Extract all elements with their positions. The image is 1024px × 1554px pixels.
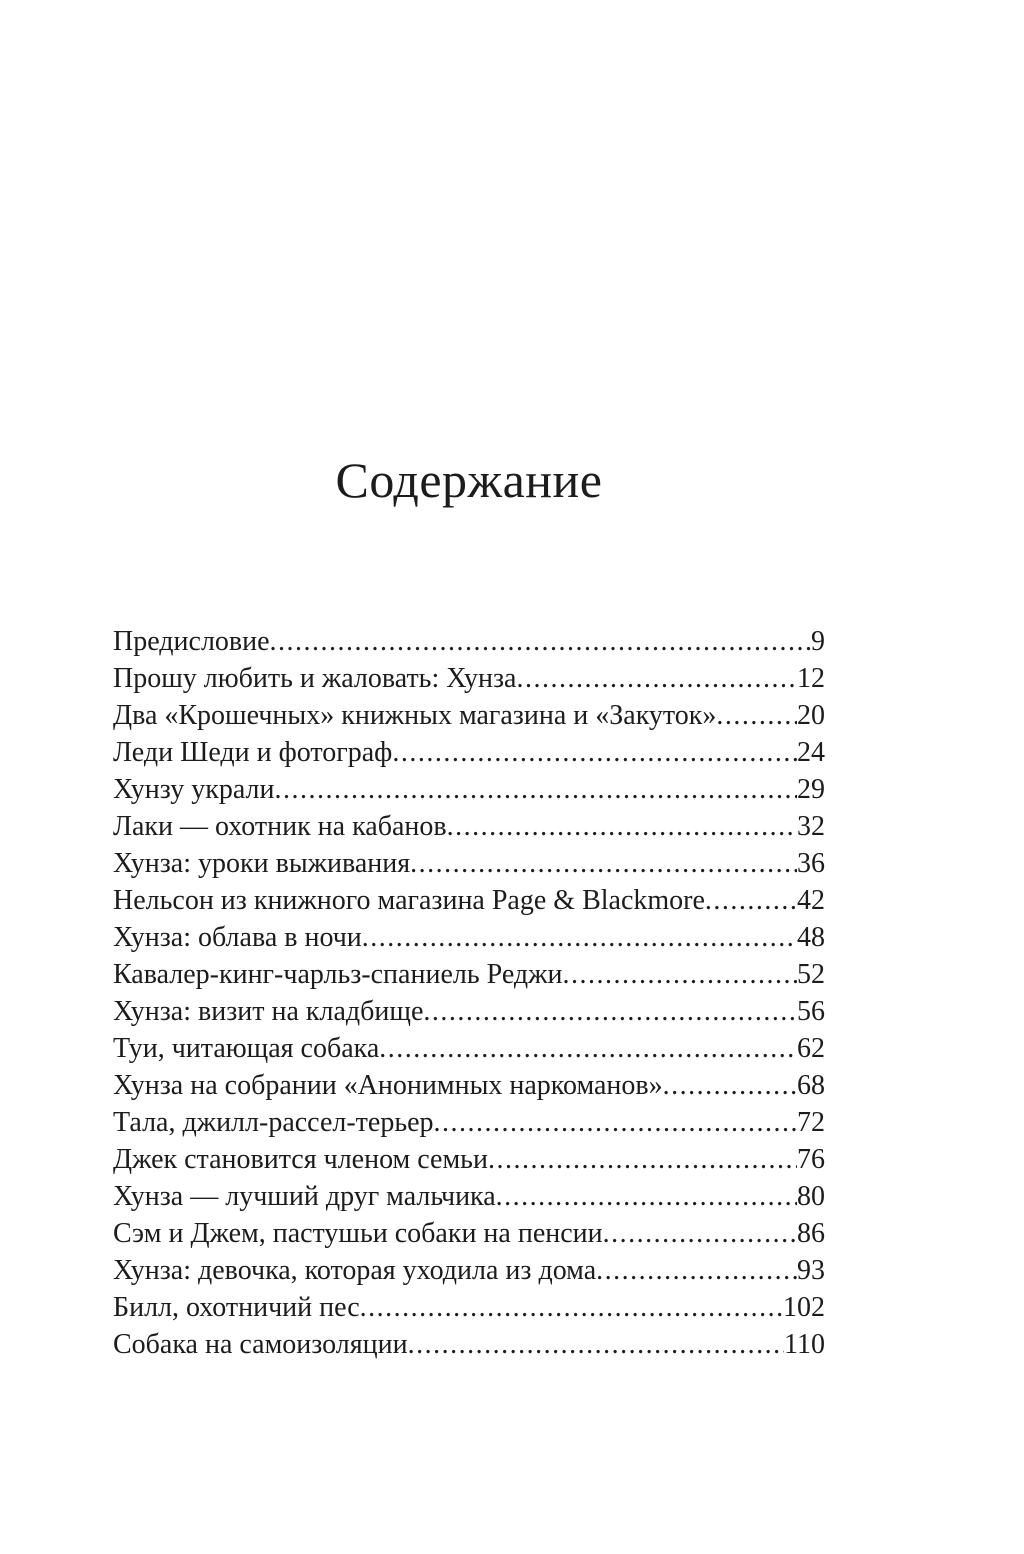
- toc-entry-title: Два «Крошечных» книжных магазина и «Закуток»: [113, 700, 717, 731]
- toc-entry-page: 36: [797, 848, 825, 879]
- toc-entry-title: Хунза: облава в ночи: [113, 922, 362, 953]
- toc-entry-title: Хунзу украли: [113, 774, 275, 805]
- toc-entry: [113, 734, 825, 771]
- toc-entry: [113, 1215, 825, 1252]
- toc-entry-page: 86: [797, 1218, 825, 1249]
- toc-leader-dots: [379, 1030, 797, 1067]
- toc-entry-page: 110: [784, 1329, 825, 1360]
- toc-entry: [113, 771, 825, 808]
- toc-entry-page: 93: [797, 1255, 825, 1286]
- toc-entry-title: Предисловие: [113, 626, 270, 657]
- toc-entry: [113, 697, 825, 734]
- page-title: Содержание: [335, 452, 603, 508]
- toc-entry-title: Нельсон из книжного магазина Page & Blackmore: [113, 885, 705, 916]
- toc-entry-title: Хунза: уроки выживания: [113, 848, 411, 879]
- toc-entry-page: 32: [797, 811, 825, 842]
- toc-entry-page: 68: [797, 1070, 825, 1101]
- toc-leader-dots: [705, 882, 797, 919]
- toc-entry-title: Хунза: визит на кладбище: [113, 996, 424, 1027]
- toc-entry-title: Леди Шеди и фотограф: [113, 737, 393, 768]
- toc-entry: [113, 1030, 825, 1067]
- toc-entry-page: 9: [811, 626, 825, 657]
- toc-entry-title: Тала, джилл-рассел-терьер: [113, 1107, 434, 1138]
- toc-entry: [113, 919, 825, 956]
- toc-entry-title: Билл, охотничий пес: [113, 1292, 360, 1323]
- toc-leader-dots: [360, 1289, 783, 1326]
- toc-content: [113, 452, 825, 1363]
- toc-entry-page: 48: [797, 922, 825, 953]
- table-of-contents: [113, 623, 825, 1363]
- toc-leader-dots: [274, 771, 797, 808]
- toc-entry-page: 12: [797, 663, 825, 694]
- toc-entry-title: Прошу любить и жаловать: Хунза: [113, 663, 517, 694]
- toc-entry: [113, 660, 825, 697]
- toc-leader-dots: [423, 993, 797, 1030]
- toc-leader-dots: [408, 1326, 784, 1363]
- toc-leader-dots: [488, 1141, 797, 1178]
- toc-entry: [113, 993, 825, 1030]
- toc-entry-title: Джек становится членом семьи: [113, 1144, 488, 1175]
- toc-entry-page: 76: [797, 1144, 825, 1175]
- toc-entry-title: Лаки — охотник на кабанов: [113, 811, 447, 842]
- toc-entry: [113, 1141, 825, 1178]
- toc-entry: [113, 845, 825, 882]
- toc-entry-title: Сэм и Джем, пастушьи собаки на пенсии: [113, 1218, 603, 1249]
- toc-entry-page: 52: [797, 959, 825, 990]
- toc-entry: [113, 882, 825, 919]
- toc-entry-title: Хунза на собрании «Анонимных наркоманов»: [113, 1070, 663, 1101]
- toc-entry-page: 20: [797, 700, 825, 731]
- toc-entry: [113, 1289, 825, 1326]
- toc-entry-page: 29: [797, 774, 825, 805]
- toc-entry-title: Туи, читающая собака: [113, 1033, 380, 1064]
- toc-entry: [113, 808, 825, 845]
- toc-entry-title: Собака на самоизоляции: [113, 1329, 408, 1360]
- toc-entry-page: 62: [797, 1033, 825, 1064]
- toc-entry: [113, 1326, 825, 1363]
- toc-entry-page: 72: [797, 1107, 825, 1138]
- toc-leader-dots: [516, 660, 797, 697]
- toc-entry-title: Хунза: девочка, которая уходила из дома: [113, 1255, 597, 1286]
- toc-leader-dots: [362, 919, 797, 956]
- toc-leader-dots: [603, 1215, 797, 1252]
- toc-leader-dots: [270, 623, 811, 660]
- toc-leader-dots: [434, 1104, 797, 1141]
- toc-entry-page: 80: [797, 1181, 825, 1212]
- toc-entry-title: Кавалер-кинг-чарльз-спаниель Реджи: [113, 959, 563, 990]
- toc-leader-dots: [663, 1067, 797, 1104]
- toc-leader-dots: [392, 734, 797, 771]
- toc-leader-dots: [562, 956, 797, 993]
- toc-entry: [113, 956, 825, 993]
- toc-entry: [113, 1252, 825, 1289]
- toc-entry: [113, 623, 825, 660]
- toc-leader-dots: [447, 808, 797, 845]
- toc-entry: [113, 1067, 825, 1104]
- toc-leader-dots: [596, 1252, 797, 1289]
- toc-entry-page: 42: [797, 885, 825, 916]
- toc-entry-page: 56: [797, 996, 825, 1027]
- toc-entry: [113, 1104, 825, 1141]
- toc-entry-title: Хунза — лучший друг мальчика: [113, 1181, 496, 1212]
- toc-leader-dots: [496, 1178, 797, 1215]
- toc-entry-page: 24: [797, 737, 825, 768]
- toc-leader-dots: [716, 697, 797, 734]
- toc-leader-dots: [410, 845, 797, 882]
- toc-entry-page: 102: [783, 1292, 825, 1323]
- toc-entry: [113, 1178, 825, 1215]
